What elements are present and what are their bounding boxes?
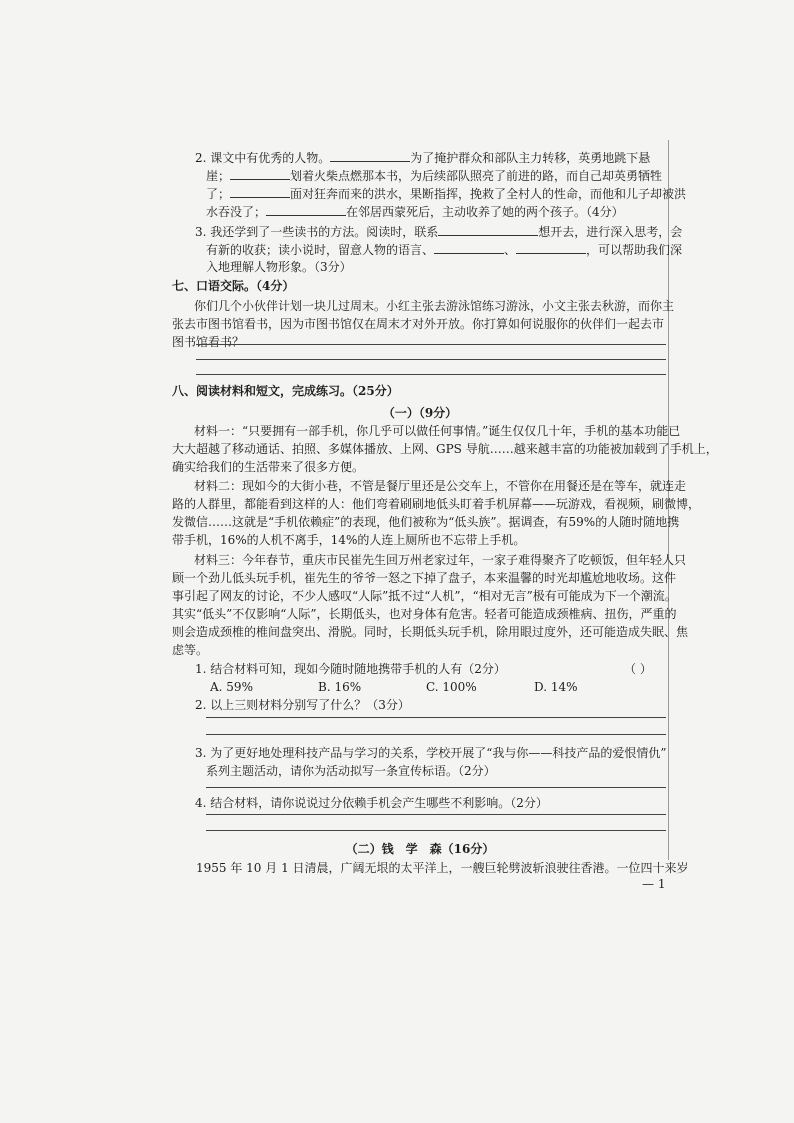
- blank[interactable]: [330, 149, 410, 162]
- answer-line[interactable]: [196, 344, 666, 345]
- option-b[interactable]: B. 16%: [318, 680, 362, 694]
- answer-line[interactable]: [206, 814, 666, 815]
- material3-line2: 顾一个劲儿低头玩手机，崔先生的爷爷一怒之下掉了盘子，本来温馨的时光却尴尬地收场。这件: [172, 571, 677, 585]
- q7-paragraph-line2: 张去市图书馆看书，因为市图书馆仅在周末才对外开放。你打算如何说服你的伙伴们一起去市: [172, 317, 665, 331]
- answer-line[interactable]: [206, 787, 666, 788]
- material3-line1: 材料三：今年春节，重庆市民崔先生回万州老家过年，一家子难得聚齐了吃顿饭，但年轻人只: [194, 553, 687, 567]
- q6-item2-line3: 了； 面对狂奔而来的洪水，果断指挥，挽救了全村人的性命，而他和儿子却被洪: [206, 187, 687, 201]
- q6-item3-line2: 有新的收获；读小说时，留意人物的语言、 、 ，可以帮助我们深: [206, 243, 683, 257]
- blank[interactable]: [438, 223, 538, 236]
- q8-part1-title: （一）（9分）: [382, 406, 458, 420]
- blank[interactable]: [434, 241, 504, 254]
- q6-item3-line3: 入地理解人物形象。（3分）: [206, 260, 352, 274]
- option-d[interactable]: D. 14%: [534, 680, 578, 694]
- q6-item2-line2: 崖； 划着火柴点燃那本书，为后续部队照亮了前进的路，而自己却英勇牺牲: [206, 169, 663, 183]
- answer-parentheses[interactable]: （ ）: [624, 662, 652, 676]
- part2-paragraph-line1: 1955 年 10 月 1 日清晨，广阔无垠的太平洋上，一艘巨轮劈波斩浪驶往香港。一位四十来岁: [196, 861, 689, 875]
- answer-line[interactable]: [196, 374, 666, 375]
- q8-heading: 八、阅读材料和短文，完成练习。（25分）: [172, 384, 399, 398]
- question-2: 2. 以上三则材料分别写了什么？（3分）: [195, 698, 410, 712]
- q6-item2-line4: 水吞没了； 在邻居西蒙死后，主动收养了她的两个孩子。（4分）: [206, 205, 624, 219]
- material3-line3: 事引起了网友的讨论，不少人感叹“人际”抵不过“人机”，“相对无言”极有可能成为下一个潮流。: [172, 589, 677, 603]
- q8-part2-title: （二）钱 学 森（16分）: [345, 842, 495, 856]
- answer-line[interactable]: [196, 359, 666, 360]
- blank[interactable]: [266, 203, 346, 216]
- page-number: — 1: [642, 877, 666, 891]
- answer-line[interactable]: [206, 830, 666, 831]
- material1-line2: 大大超越了移动通话、拍照、多媒体播放、上网、GPS 导航……越来越丰富的功能被加载到了手机上，: [172, 442, 718, 456]
- material1-line3: 确实给我们的生活带来了很多方便。: [172, 460, 365, 474]
- answer-line[interactable]: [206, 734, 666, 735]
- q7-paragraph-line1: 你们几个小伙伴计划一块儿过周末。小红主张去游泳馆练习游泳，小文主张去秋游，而你主: [194, 299, 675, 313]
- material2-line2: 路的人群里，都能看到这样的人：他们弯着刷刷地低头盯着手机屏幕——玩游戏，看视频，刷微博，: [172, 497, 701, 511]
- material3-line4: 其实“低头”不仅影响“人际”，长期低头，也对身体有危害。轻者可能造成颈椎病、扭伤，严重的: [172, 607, 677, 621]
- q6-item3-line1: 3. 我还学到了一些读书的方法。阅读时，联系 想开去，进行深入思考，会: [195, 225, 683, 239]
- q7-paragraph-line3: 图书馆看书？: [172, 335, 245, 349]
- q7-heading: 七、口语交际。（4分）: [172, 279, 295, 293]
- material3-line5: 则会造成颈椎的椎间盘突出、滑脱。同时，长期低头玩手机，除用眼过度外，还可能造成失眠、焦: [172, 625, 689, 639]
- option-a[interactable]: A. 59%: [210, 680, 253, 694]
- material3-line6: 虑等。: [172, 643, 209, 657]
- blank[interactable]: [516, 241, 586, 254]
- question-3-line1: 3. 为了更好地处理科技产品与学习的关系，学校开展了“我与你——科技产品的爱恨情仇”: [195, 746, 667, 760]
- q6-item2-line1: 2. 课文中有优秀的人物。 为了掩护群众和部队主力转移，英勇地跳下悬: [195, 151, 651, 165]
- material2-line4: 带手机，16%的人机不离手，14%的人连上厕所也不忘带上手机。: [172, 533, 526, 547]
- blank[interactable]: [230, 167, 290, 180]
- material2-line3: 发微信……这就是“手机依赖症”的表现，他们被称为“低头族”。据调查，有59%的人随时随地携: [172, 515, 680, 529]
- question-3-line2: 系列主题活动，请你为活动拟写一条宣传标语。（2分）: [206, 764, 496, 778]
- question-4: 4. 结合材料，请你说说过分依赖手机会产生哪些不利影响。（2分）: [195, 796, 548, 810]
- answer-line[interactable]: [206, 717, 666, 718]
- option-c[interactable]: C. 100%: [426, 680, 477, 694]
- blank[interactable]: [230, 185, 290, 198]
- material2-line1: 材料二：现如今的大街小巷，不管是餐厅里还是公交车上，不管你在用餐还是在等车，就连走: [194, 479, 687, 493]
- material1-line1: 材料一：“只要拥有一部手机，你几乎可以做任何事情。”诞生仅仅几十年，手机的基本功能已: [194, 424, 681, 438]
- question-1: 1. 结合材料可知，现如今随时随地携带手机的人有（2分）: [195, 662, 506, 676]
